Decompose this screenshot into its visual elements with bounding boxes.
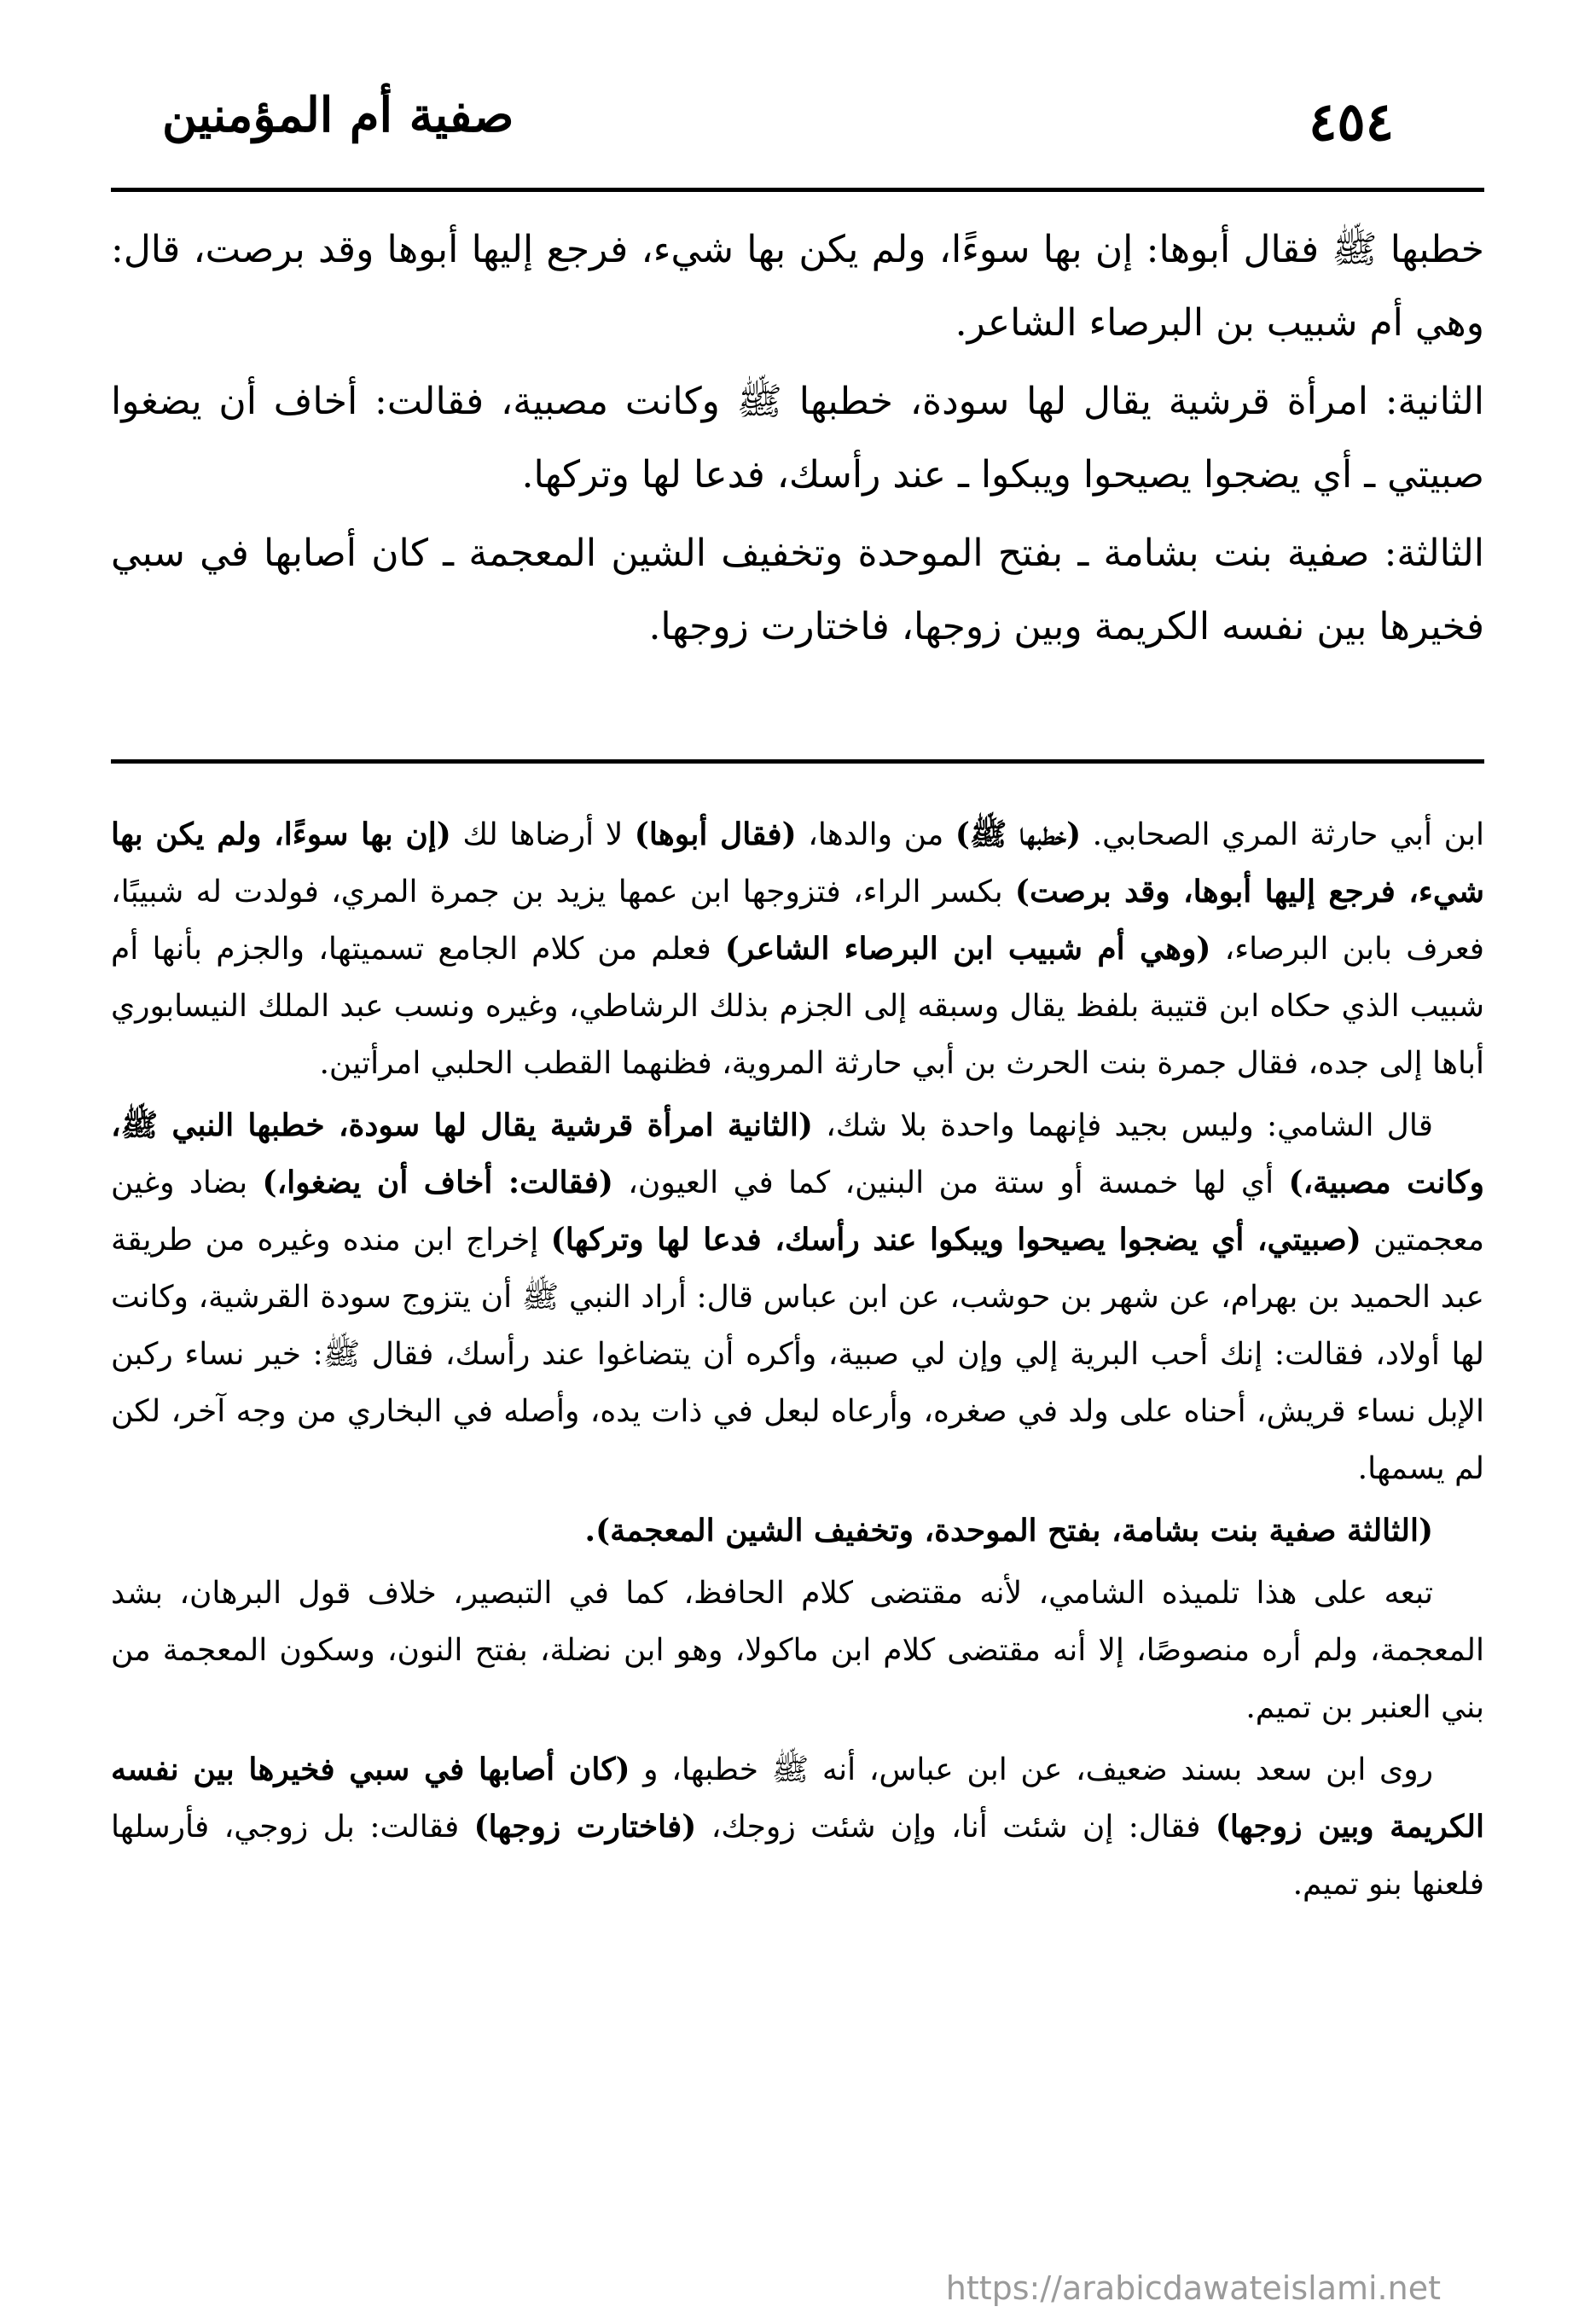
quoted-matn: (فقالت: أخاف أن يضغوا،) <box>262 1165 613 1200</box>
commentary-paragraph <box>111 1741 1484 1913</box>
commentary-text <box>111 806 1484 1918</box>
watermark-url: https://arabicdawateislami.net <box>945 2269 1441 2307</box>
section-divider <box>111 759 1484 764</box>
commentary-paragraph <box>111 1097 1484 1497</box>
commentary-run: فقال: إن شئت أنا، وإن شئت زوجك، <box>696 1810 1216 1845</box>
commentary-run: من والدها، <box>796 817 955 852</box>
main-paragraph: خطبها ﷺ فقال أبوها: إن بها سوءًا، ولم يكن بها شيء، فرجع إليها أبوها وقد برصت، قال: وهي أم شبيب بن البرصاء الشاعر. <box>111 228 1484 345</box>
commentary-run: أي لها خمسة أو ستة من البنين، كما في العيون، <box>612 1165 1289 1200</box>
header-rule <box>111 188 1484 192</box>
commentary-run: لا أرضاها لك <box>450 817 635 852</box>
quoted-matn: (صبيتي، أي يضجوا يصيحوا ويبكوا عند رأسك، فدعا لها وتركها) <box>550 1222 1361 1258</box>
commentary-paragraph <box>111 806 1484 1092</box>
commentary-run: إخراج ابن منده وغيره من طريقة عبد الحميد بن بهرام، عن شهر بن حوشب، عن ابن عباس قال: أراد النبي ﷺ أن يتزوج سودة القرشية، وكانت لها أولاد، فقالت: إنك أحب البرية إلي وإن لي صبية، وأكره أن يتضاغوا عند رأسك، فقال ﷺ: خير نساء ركبن الإبل نساء قريش، أحناه على ولد في صغره، وأرعاه لبعل في ذات يده، وأصله في البخاري من وجه آخر، لكن لم يسمها. <box>111 1223 1484 1486</box>
commentary-run: بضاد وغين معجمتين <box>111 1165 1484 1258</box>
main-paragraph: الثانية: امرأة قرشية يقال لها سودة، خطبها ﷺ وكانت مصبية، فقالت: أخاف أن يضغوا صبيتي ـ أي يضجوا يصيحوا ويبكوا ـ عند رأسك، فدعا لها وتركها. <box>111 380 1484 497</box>
running-title: صفية أم المؤمنين <box>162 87 514 143</box>
main-paragraph: الثالثة: صفية بنت بشامة ـ بفتح الموحدة وتخفيف الشين المعجمة ـ كان أصابها في سبي فخيرها بين نفسه الكريمة وبين زوجها، فاختارت زوجها. <box>111 532 1484 648</box>
commentary-run: فعلم من كلام الجامع تسميتها، والجزم بأنها أم شبيب الذي حكاه ابن قتيبة بلفظ يقال وسبقه إلى الجزم بذلك الرشاطي، وغيره ونسب عبد الملك النيسابوري أباها إلى جده، فقال جمرة بنت الحرث بن أبي حارثة المروية، فظنهما القطب الحلبي امرأتين. <box>111 932 1484 1081</box>
quoted-matn: (خطبها ﷺ) <box>955 816 1082 852</box>
commentary-run: قال الشامي: وليس بجيد فإنهما واحدة بلا شك، <box>812 1108 1433 1143</box>
commentary-heading <box>111 1502 1484 1560</box>
quoted-matn: (فقال أبوها) <box>634 816 797 852</box>
commentary-run: روى ابن سعد بسند ضعيف، عن ابن عباس، أنه ﷺ خطبها، و <box>630 1752 1433 1787</box>
commentary-run: ابن أبي حارثة المري الصحابي. <box>1081 817 1485 852</box>
page-number: ٤٥٤ <box>1309 90 1394 153</box>
quoted-matn: (كان أصابها في سبي فخيرها بين نفسه الكريمة وبين زوجها) <box>111 1752 1484 1845</box>
commentary-paragraph: تبعه على هذا تلميذه الشامي، لأنه مقتضى كلام الحافظ، كما في التبصير، خلاف قول البرهان، بشد المعجمة، ولم أره منصوصًا، إلا أنه مقتضى كلام ابن ماكولا، وهو ابن نضلة، بفتح النون، وسكون المعجمة من بني العنبر بن تميم. <box>111 1576 1484 1725</box>
commentary-run: بكسر الراء، فتزوجها ابن عمها يزيد بن جمرة المري، فولدت له شبيبًا، فعرف بابن البرصاء، <box>111 874 1485 967</box>
commentary-run: فقالت: بل زوجي، فأرسلها فلعنها بنو تميم. <box>111 1810 1484 1902</box>
page-header <box>111 75 1462 169</box>
quoted-matn: (إن بها سوءًا، ولم يكن بها شيء، فرجع إليها أبوها، وقد برصت) <box>111 816 1484 909</box>
quoted-matn: (فاختارت زوجها) <box>473 1809 697 1845</box>
main-text <box>111 213 1484 669</box>
quoted-matn: (وهي أم شبيب ابن البرصاء الشاعر) <box>724 931 1211 967</box>
commentary-heading-text: (الثالثة صفية بنت بشامة، بفتح الموحدة، وتخفيف الشين المعجمة). <box>584 1513 1433 1548</box>
quoted-matn: (الثانية امرأة قرشية يقال لها سودة، خطبها النبي ﷺ، وكانت مصبية،) <box>111 1107 1485 1200</box>
